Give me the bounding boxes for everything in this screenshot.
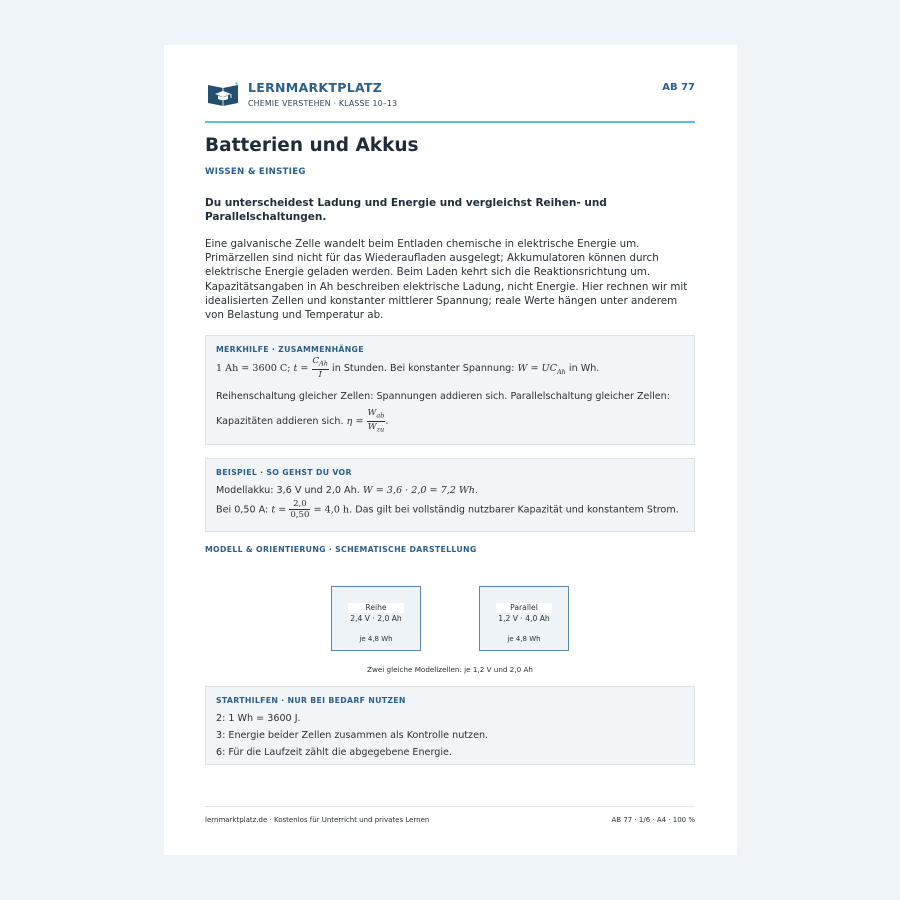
ah-coulomb-equation: 1 Ah = 3600 C; bbox=[216, 362, 291, 374]
sheet-number: AB 77 bbox=[662, 82, 695, 93]
beispiel-label: BEISPIEL · SO GEHST DU VOR bbox=[216, 468, 352, 477]
book-graduation-cap-icon bbox=[207, 81, 239, 107]
brand-subtitle: CHEMIE VERSTEHEN · KLASSE 10–13 bbox=[248, 99, 398, 108]
hint-item: 3: Energie beider Zellen zusammen als Kontrolle nutzen. bbox=[216, 730, 489, 741]
beispiel-line-1-text: Modellakku: 3,6 V und 2,0 Ah. bbox=[216, 485, 360, 496]
beispiel-line-2-end: Das gilt bei vollständig nutzbarer Kapazität und konstantem Strom. bbox=[355, 504, 679, 516]
starthilfen-box bbox=[205, 686, 695, 765]
beispiel-line-2-start: Bei 0,50 A: bbox=[216, 504, 269, 516]
energy-equation-text: W = UC bbox=[517, 362, 557, 374]
merkhilfe-box bbox=[205, 335, 695, 445]
beispiel-box bbox=[205, 458, 695, 532]
merkhilfe-label: MERKHILFE · ZUSAMMENHÄNGE bbox=[216, 345, 364, 354]
parallel-circuit-diagram bbox=[479, 586, 569, 651]
beispiel-line-2 bbox=[216, 499, 679, 520]
page-title: Batterien und Akkus bbox=[205, 135, 419, 156]
fraction-numerator: C bbox=[312, 356, 320, 366]
fraction-denominator: I bbox=[318, 369, 322, 380]
efficiency-text: Kapazitäten addieren sich. bbox=[216, 416, 344, 428]
parallel-values: 1,2 V · 4,0 Ah bbox=[498, 614, 550, 623]
efficiency-numerator-sub: ab bbox=[376, 411, 385, 420]
parallel-energy: je 4,8 Wh bbox=[507, 635, 541, 643]
starthilfen-label: STARTHILFEN · NUR BEI BEDARF NUTZEN bbox=[216, 696, 406, 705]
merkhilfe-circuits-line: Reihenschaltung gleicher Zellen: Spannungen addieren sich. Parallelschaltung gleicher Zellen: bbox=[216, 391, 670, 402]
hint-item: 6: Für die Laufzeit zählt die abgegebene Energie. bbox=[216, 747, 452, 758]
diagram-caption: Zwei gleiche Modellzellen: je 1,2 V und 2,0 Ah bbox=[367, 665, 533, 674]
energy-equation bbox=[518, 363, 566, 374]
section-kicker: WISSEN & EINSTIEG bbox=[205, 167, 306, 177]
energy-equation-sub: Ah bbox=[556, 367, 566, 376]
footer-source: lernmarktplatz.de · Kostenlos für Unterricht und privates Lernen bbox=[205, 816, 430, 824]
series-energy: je 4,8 Wh bbox=[359, 635, 393, 643]
series-title: Reihe bbox=[348, 603, 404, 613]
modell-section-label: MODELL & ORIENTIERUNG · SCHEMATISCHE DARSTELLUNG bbox=[205, 545, 477, 554]
beispiel-line-1 bbox=[216, 485, 478, 496]
time-symbol: t = bbox=[293, 362, 309, 374]
beispiel-fraction bbox=[289, 499, 310, 520]
merkhilfe-efficiency-line bbox=[216, 408, 389, 434]
beispiel-fraction-denominator: 0,50 bbox=[290, 510, 310, 520]
footer-page-info: AB 77 · 1/6 · A4 · 100 % bbox=[611, 816, 695, 824]
header-divider bbox=[205, 121, 695, 123]
efficiency-fraction bbox=[367, 408, 389, 434]
efficiency-denominator: W bbox=[367, 421, 377, 432]
beispiel-result: = 4,0 h. bbox=[313, 504, 353, 516]
intro-paragraph: Eine galvanische Zelle wandelt beim Entladen chemische in elektrische Energie um. Primärzellen sind nicht für das Wiederaufladen ausgelegt; Akkumulatoren können durch elektrische Energie geladen werden. Beim Laden kehrt sich die Reaktionsrichtung um. Kapazitätsangaben in Ah beschreiben elektrische Ladung, nicht Energie. Hier rechnen wir mit idealisierten Zellen und konstanter mittlerer Spannung; reale Werte hängen unter anderem von Belastung und Temperatur ab. bbox=[205, 238, 688, 322]
hint-item: 2: 1 Wh = 3600 J. bbox=[216, 713, 301, 724]
series-circuit-diagram bbox=[331, 586, 421, 651]
worksheet-page bbox=[164, 45, 737, 855]
beispiel-time-symbol: t = bbox=[271, 504, 287, 516]
fraction-numerator-sub: Ah bbox=[319, 359, 328, 368]
efficiency-end: . bbox=[385, 416, 389, 428]
brand-name: LERNMARKTPLATZ bbox=[248, 80, 383, 95]
formula-end-text: in Wh. bbox=[568, 362, 600, 374]
merkhilfe-formula-line bbox=[216, 356, 599, 380]
beispiel-fraction-numerator: 2,0 bbox=[289, 499, 310, 510]
learning-goal: Du unterscheidest Ladung und Energie und vergleichst Reihen- und Parallelschaltungen. bbox=[205, 197, 607, 223]
efficiency-denominator-sub: zu bbox=[376, 425, 385, 434]
page-header bbox=[205, 79, 695, 123]
efficiency-numerator: W bbox=[367, 408, 377, 418]
beispiel-line-1-math: W = 3,6 · 2,0 = 7,2 Wh. bbox=[362, 485, 479, 496]
formula-middle-text: in Stunden. Bei konstanter Spannung: bbox=[332, 362, 515, 374]
eta-symbol: η = bbox=[346, 416, 364, 428]
time-fraction bbox=[312, 356, 329, 380]
series-values: 2,4 V · 2,0 Ah bbox=[350, 614, 402, 623]
parallel-title: Parallel bbox=[496, 603, 552, 613]
footer-divider bbox=[205, 806, 695, 807]
